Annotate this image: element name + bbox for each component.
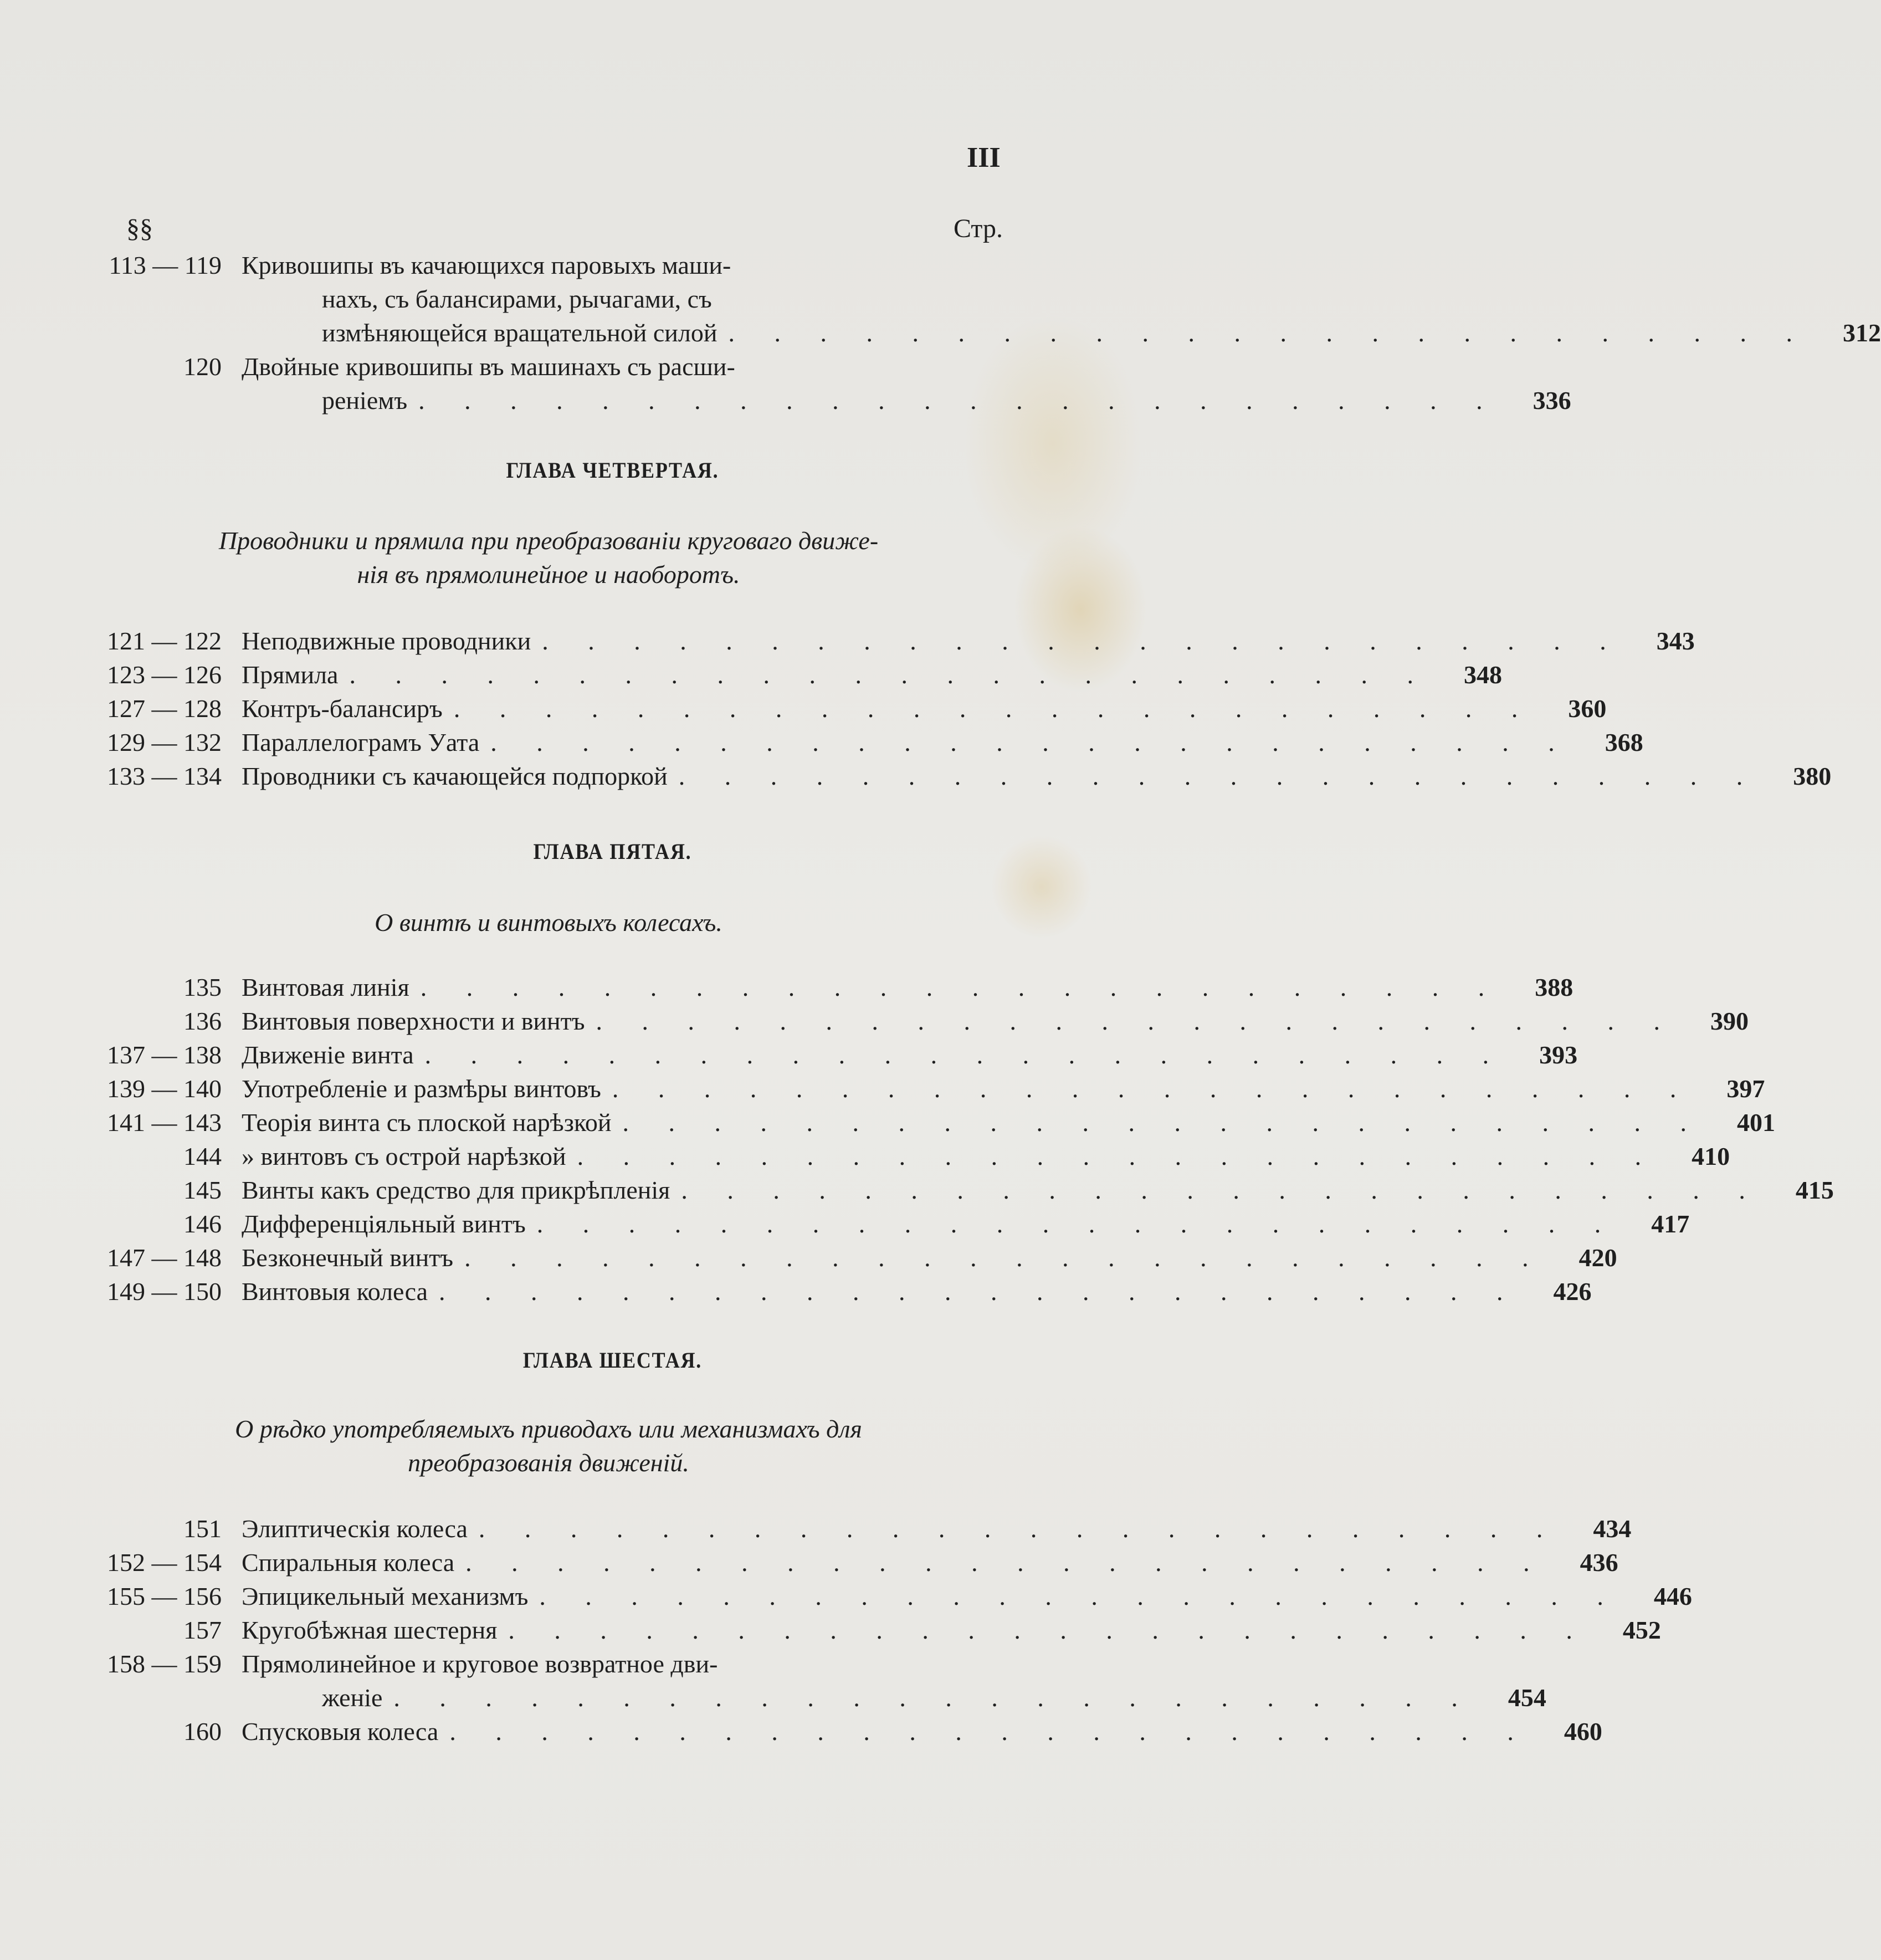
page-reference: 390 [1710, 1007, 1749, 1035]
entry-title [242, 624, 1623, 658]
toc-entry-row [55, 1647, 1008, 1681]
dot-leader: . . . . . . . . . . . . . . . . . . . . . . . . [678, 762, 1760, 790]
entry-title-text: Движеніе винта [242, 1041, 414, 1069]
entry-title-text: Спусковыя колеса [242, 1717, 439, 1746]
page-reference: 460 [1564, 1717, 1602, 1746]
entry-title [242, 383, 1499, 417]
entry-title-text: Винтовая линія [242, 973, 409, 1001]
subtitle-line: Проводники и прямила при преобразованіи круговаго движе- [218, 526, 879, 555]
entry-title-text: Проводники съ качающейся подпоркой [242, 762, 668, 790]
entry-title [242, 1275, 1520, 1308]
dot-leader: . . . . . . . . . . . . . . . . . . . . . . . . [542, 627, 1623, 655]
entry-title-text: Безконечный винтъ [242, 1243, 454, 1272]
entry-title-text: » винтовъ съ острой нарѣзкой [242, 1142, 566, 1170]
entry-title-text: Контръ-балансиръ [242, 694, 443, 723]
section-number: 141 — 143 [107, 1108, 222, 1137]
page-reference: 368 [1605, 728, 1643, 756]
section-number: 133 — 134 [107, 762, 222, 790]
entry-title-text: Дифференціяльный винтъ [242, 1210, 526, 1238]
entry-title [242, 282, 936, 316]
chapter-subtitle-4 [78, 524, 1019, 591]
toc-entry-row [55, 1241, 1617, 1275]
toc-entry-row [55, 383, 1571, 417]
entry-title [242, 1139, 1658, 1173]
section-number: 136 [183, 1007, 222, 1035]
entry-title-text: Винтовыя колеса [242, 1277, 428, 1306]
chapter-heading-6: ГЛАВА ШЕСТАЯ. [522, 1348, 703, 1373]
toc-entry-row [55, 759, 1832, 793]
page-reference: 452 [1622, 1616, 1661, 1644]
toc-entry-row [55, 658, 1502, 692]
toc-entry-row [55, 350, 1008, 383]
chapter-heading-5: ГЛАВА ПЯТАЯ. [533, 839, 692, 864]
dot-leader: . . . . . . . . . . . . . . . . . . . . . . . . [536, 1210, 1618, 1238]
entry-title-text: Параллелограмъ Уата [242, 728, 480, 756]
entry-title [242, 1173, 1762, 1207]
page-reference: 348 [1463, 661, 1502, 689]
entry-title-text: женіе [322, 1683, 383, 1712]
section-number: 144 [183, 1142, 222, 1170]
entry-title [242, 1579, 1620, 1613]
section-number: 127 — 128 [107, 694, 222, 723]
dot-leader: . . . . . . . . . . . . . . . . . . . . . . . . [508, 1616, 1589, 1644]
toc-entry-row [55, 1072, 1765, 1106]
toc-entry-row [55, 1613, 1661, 1647]
entry-title [242, 1241, 1545, 1275]
entry-title-text: Неподвижные проводники [242, 627, 531, 655]
dot-leader: . . . . . . . . . . . . . . . . . . . . . . . . [577, 1142, 1658, 1170]
toc-entry-row [55, 1579, 1692, 1613]
entry-title [242, 658, 1430, 692]
section-number: 158 — 159 [107, 1650, 222, 1678]
section-number: 149 — 150 [107, 1277, 222, 1306]
toc-entry-row [55, 1173, 1834, 1207]
page-reference: 401 [1737, 1108, 1776, 1137]
entry-title [242, 316, 1809, 350]
toc-entry-row [55, 1207, 1690, 1241]
toc-entry-row [55, 282, 1008, 316]
page-reference: 343 [1656, 627, 1695, 655]
section-number: 160 [183, 1717, 222, 1746]
dot-leader: . . . . . . . . . . . . . . . . . . . . . . . . [453, 694, 1535, 723]
subtitle-line: нія въ прямолинейное и наоборотъ. [357, 560, 740, 588]
section-number: 155 — 156 [107, 1582, 222, 1610]
page-reference: 446 [1653, 1582, 1692, 1610]
chapter-heading-4: ГЛАВА ЧЕТВЕРТАЯ. [506, 458, 719, 483]
entry-title [242, 1038, 1505, 1072]
page-reference: 417 [1651, 1210, 1690, 1238]
section-number: 157 [183, 1616, 222, 1644]
entry-title [242, 1613, 1589, 1647]
entry-title [242, 692, 1534, 725]
page-reference: 360 [1568, 694, 1607, 723]
toc-section-2 [55, 970, 1834, 1308]
section-number: 121 — 122 [107, 627, 222, 655]
dot-leader: . . . . . . . . . . . . . . . . . . . . . . . . [424, 1041, 1506, 1069]
section-number: 151 [183, 1514, 222, 1543]
entry-title-text: нахъ, съ балансирами, рычагами, съ [322, 285, 712, 313]
entry-title-text: Прямила [242, 661, 339, 689]
page-reference: 393 [1539, 1041, 1578, 1069]
toc-entry-row [55, 1546, 1618, 1579]
chapter-subtitle-5 [78, 905, 1019, 939]
page-reference: 388 [1535, 973, 1574, 1001]
entry-title-text: Двойные кривошипы въ машинахъ съ расши- [242, 352, 735, 381]
toc-entry-row [55, 725, 1643, 759]
entry-title-text: Элиптическія колеса [242, 1514, 468, 1543]
page-reference: 312 [1842, 319, 1881, 347]
page-reference: 426 [1553, 1277, 1592, 1306]
dot-leader: . . . . . . . . . . . . . . . . . . . . . . . . [490, 728, 1571, 756]
entry-title [242, 725, 1571, 759]
entry-title [242, 1207, 1617, 1241]
section-number: 120 [183, 352, 222, 381]
toc-entry-row [55, 316, 1881, 350]
entry-title-text: Кривошипы въ качающихся паровыхъ маши- [242, 251, 731, 279]
entry-title [242, 759, 1759, 793]
dot-leader: . . . . . . . . . . . . . . . . . . . . . . . . [539, 1582, 1620, 1610]
page-reference: 410 [1692, 1142, 1730, 1170]
page-reference: 415 [1795, 1176, 1834, 1204]
dot-leader: . . . . . . . . . . . . . . . . . . . . . . . . [449, 1717, 1530, 1746]
dot-leader: . . . . . . . . . . . . . . . . . . . . . . . . [418, 386, 1499, 414]
toc-entry-row [55, 1681, 1546, 1715]
entry-title-text: измѣняющейся вращательной силой [322, 319, 717, 347]
entry-title-text: Кругобѣжная шестерня [242, 1616, 498, 1644]
page-reference: 434 [1593, 1514, 1632, 1543]
dot-leader: . . . . . . . . . . . . . . . . . . . . . . . . [349, 661, 1430, 689]
page-number: III [967, 142, 1001, 173]
toc-entry-row [55, 1715, 1602, 1748]
dot-leader: . . . . . . . . . . . . . . . . . . . . . . . . [439, 1277, 1520, 1306]
section-number: 137 — 138 [107, 1041, 222, 1069]
toc-section-3 [55, 1512, 1692, 1748]
entry-title [242, 1072, 1693, 1106]
entry-title [242, 1512, 1559, 1546]
entry-title-text: Винты какъ средство для прикрѣпленія [242, 1176, 670, 1204]
dot-leader: . . . . . . . . . . . . . . . . . . . . . . . . [393, 1683, 1474, 1712]
dot-leader: . . . . . . . . . . . . . . . . . . . . . . . . [478, 1514, 1560, 1543]
entry-title [242, 1681, 1474, 1715]
dot-leader: . . . . . . . . . . . . . . . . . . . . . . . . [465, 1548, 1546, 1577]
page-reference: 336 [1533, 386, 1571, 414]
dot-leader: . . . . . . . . . . . . . . . . . . . . . . . . [681, 1176, 1762, 1204]
entry-title [242, 1106, 1703, 1139]
entry-title-text: реніемъ [322, 386, 408, 414]
dot-leader: . . . . . . . . . . . . . . . . . . . . . . . . [596, 1007, 1677, 1035]
subtitle-line: О рѣдко употребляемыхъ приводахъ или механизмахъ для [235, 1415, 862, 1443]
subtitle-line: преобразованія движеній. [408, 1449, 689, 1477]
entry-title [242, 1546, 1546, 1579]
toc-entry-row [55, 624, 1695, 658]
section-number: 152 — 154 [107, 1548, 222, 1577]
toc-entry-row [55, 1038, 1578, 1072]
toc-section-0 [55, 248, 1881, 417]
page-reference: 454 [1508, 1683, 1546, 1712]
entry-title [242, 970, 1501, 1004]
section-number: 113 — 119 [109, 251, 222, 279]
dot-leader: . . . . . . . . . . . . . . . . . . . . . . . . [728, 319, 1809, 347]
dot-leader: . . . . . . . . . . . . . . . . . . . . . . . . [622, 1108, 1704, 1137]
toc-entry-row [55, 1275, 1592, 1308]
page-reference: 380 [1793, 762, 1832, 790]
entry-title [242, 350, 936, 383]
section-number: 123 — 126 [107, 661, 222, 689]
entry-title-text: Употребленіе и размѣры винтовъ [242, 1074, 601, 1103]
subtitle-line: О винтѣ и винтовыхъ колесахъ. [375, 908, 722, 936]
entry-title [242, 248, 936, 282]
chapter-subtitle-6 [78, 1412, 1019, 1480]
section-number: 139 — 140 [107, 1074, 222, 1103]
section-number: 129 — 132 [107, 728, 222, 756]
page-column-header: Стр. [954, 214, 1003, 243]
toc-entry-row [55, 1512, 1632, 1546]
dot-leader: . . . . . . . . . . . . . . . . . . . . . . . . [420, 973, 1501, 1001]
section-number: 146 [183, 1210, 222, 1238]
toc-entry-row [55, 1004, 1749, 1038]
toc-entry-row [55, 248, 1008, 282]
toc-entry-row [55, 692, 1607, 725]
entry-title-text: Прямолинейное и круговое возвратное дви- [242, 1650, 718, 1678]
toc-entry-row [55, 1139, 1730, 1173]
page-reference: 397 [1726, 1074, 1765, 1103]
section-number: 145 [183, 1176, 222, 1204]
entry-title [242, 1004, 1677, 1038]
section-number: 135 [183, 973, 222, 1001]
page-reference: 436 [1580, 1548, 1618, 1577]
entry-title-text: Винтовыя поверхности и винтъ [242, 1007, 585, 1035]
page-reference: 420 [1578, 1243, 1617, 1272]
dot-leader: . . . . . . . . . . . . . . . . . . . . . . . . [464, 1243, 1545, 1272]
toc-entry-row [55, 970, 1574, 1004]
section-column-header: §§ [126, 214, 153, 243]
entry-title [242, 1715, 1530, 1748]
dot-leader: . . . . . . . . . . . . . . . . . . . . . . . . [612, 1074, 1693, 1103]
entry-title [242, 1647, 936, 1681]
toc-entry-row [55, 1106, 1776, 1139]
entry-title-text: Теорія винта съ плоской нарѣзкой [242, 1108, 612, 1137]
toc-section-1 [55, 624, 1832, 793]
entry-title-text: Спиральныя колеса [242, 1548, 455, 1577]
entry-title-text: Эпицикельный механизмъ [242, 1582, 529, 1610]
section-number: 147 — 148 [107, 1243, 222, 1272]
